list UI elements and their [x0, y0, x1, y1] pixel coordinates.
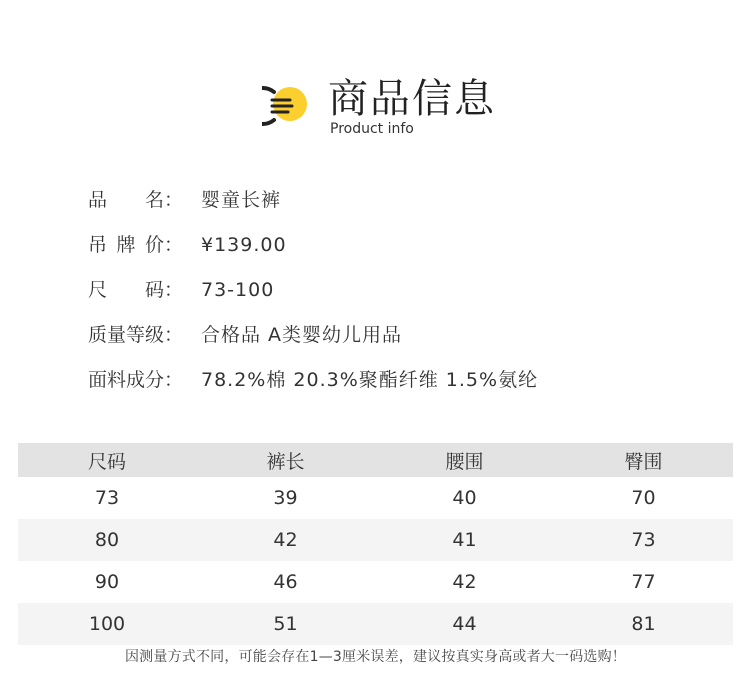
- label-char: 尺: [88, 279, 108, 301]
- info-label-price: [88, 230, 183, 260]
- table-row: [18, 561, 733, 603]
- label-char: 价：: [144, 234, 183, 256]
- table-cell: 40: [452, 487, 477, 509]
- info-value-price: ¥139.00: [201, 234, 287, 256]
- info-row-name: [88, 185, 708, 230]
- table-row: [18, 603, 733, 645]
- section-title: 商品信息: [328, 76, 496, 122]
- product-info-list: [88, 185, 708, 410]
- info-value-fabric: 78.2%棉 20.3%聚酯纤维 1.5%氨纶: [201, 369, 539, 391]
- info-value-name: 婴童长裤: [201, 189, 282, 211]
- table-cell: 80: [94, 529, 120, 551]
- table-cell: 81: [631, 613, 656, 635]
- info-row-fabric: [88, 365, 708, 410]
- table-cell: 44: [452, 613, 477, 635]
- table-header-row: [18, 443, 733, 477]
- table-row: [18, 477, 733, 519]
- info-label-grade: 质量等级：: [88, 324, 184, 346]
- section-header: [262, 76, 522, 138]
- document-lines-icon: [262, 84, 314, 128]
- table-cell: 39: [273, 487, 298, 509]
- table-cell: 70: [631, 487, 656, 509]
- table-cell: 73: [631, 529, 656, 551]
- label-char: 品: [88, 189, 108, 211]
- info-value-size: 73-100: [201, 279, 275, 301]
- info-label-name: [88, 185, 183, 215]
- table-cell: 42: [273, 529, 298, 551]
- table-cell: 51: [273, 613, 298, 635]
- column-header: 尺码: [87, 450, 126, 473]
- table-cell: 46: [273, 571, 298, 593]
- table-cell: 77: [631, 571, 656, 593]
- label-char: 码：: [144, 279, 183, 301]
- info-label-size: [88, 275, 183, 305]
- label-char: 牌: [116, 234, 136, 256]
- column-header: 腰围: [445, 450, 484, 473]
- table-cell: 90: [94, 571, 120, 593]
- size-table: [18, 443, 733, 645]
- info-row-price: [88, 230, 708, 275]
- info-value-grade: 合格品 A类婴幼儿用品: [201, 324, 403, 346]
- column-header: 臀围: [624, 450, 663, 473]
- info-row-size: [88, 275, 708, 320]
- info-label-fabric: 面料成分：: [88, 369, 184, 391]
- table-cell: 41: [452, 529, 477, 551]
- label-char: 吊: [88, 234, 108, 256]
- table-row: [18, 519, 733, 561]
- column-header: 裤长: [266, 450, 305, 473]
- label-char: 名：: [144, 189, 183, 211]
- section-subtitle: Product info: [330, 121, 414, 137]
- table-cell: 42: [452, 571, 477, 593]
- measurement-note: 因测量方式不同，可能会存在1—3厘米误差，建议按真实身高或者大一码选购！: [124, 649, 626, 665]
- table-cell: 100: [88, 613, 126, 635]
- table-cell: 73: [94, 487, 120, 509]
- info-row-grade: [88, 320, 708, 365]
